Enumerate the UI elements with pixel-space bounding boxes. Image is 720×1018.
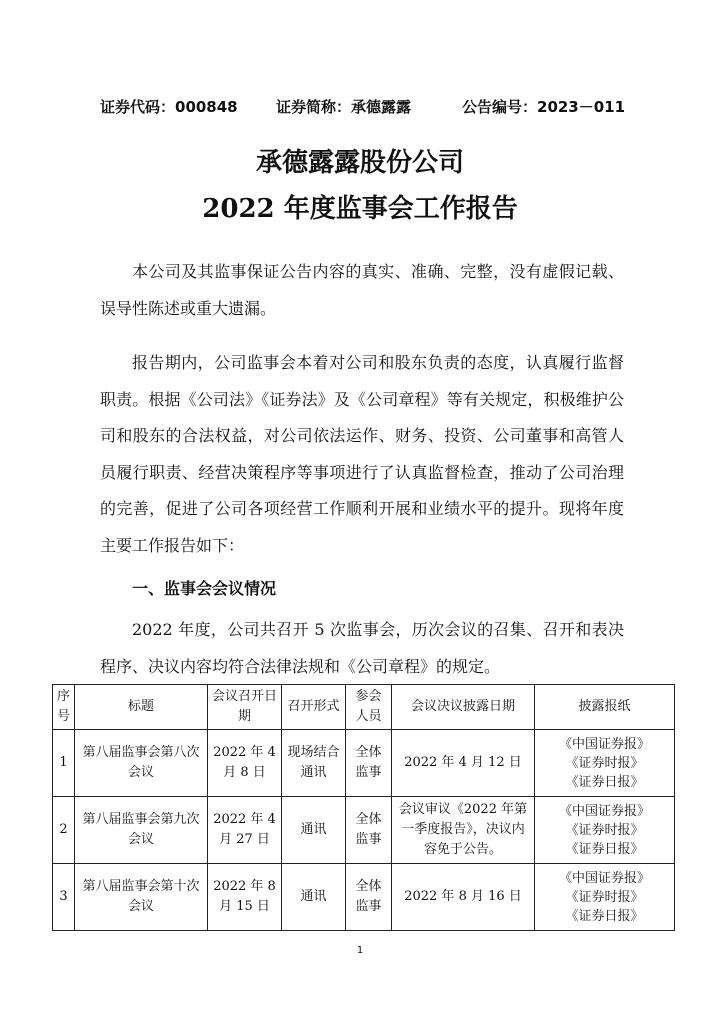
column-header: 标题: [75, 685, 208, 730]
meeting-title: 第八届监事会第十次会议: [75, 864, 208, 931]
newspaper-name: 《证券日报》: [565, 774, 644, 790]
meeting-title: 第八届监事会第九次会议: [75, 797, 208, 864]
table-header-row: [53, 685, 675, 730]
newspaper-name: 《证券时报》: [565, 822, 644, 838]
section-body: 2022 年度，公司共召开 5 次监事会，历次会议的召集、召开和表决程序、决议内容均符合法律法规和《公司章程》的规定。: [100, 620, 624, 676]
disclosure-date: 2022 年 4 月 12 日: [392, 730, 535, 797]
meeting-title: 第八届监事会第八次会议: [75, 730, 208, 797]
disclosure-note: 会议审议《2022 年第一季度报告》，决议内容免于公告。: [392, 797, 535, 864]
announcement-header: [100, 96, 640, 120]
row-number: 3: [53, 864, 75, 931]
meeting-attendees: 全体监事: [346, 730, 392, 797]
report-title: 2022 年度监事会工作报告: [202, 194, 518, 224]
disclosure-papers: [535, 730, 675, 797]
disclosure-papers: [535, 864, 675, 931]
disclosure-papers: [535, 797, 675, 864]
page-number: 1: [356, 945, 364, 956]
meeting-date: 2022 年 8 月 15 日: [208, 864, 282, 931]
column-header: 披露报纸: [535, 685, 675, 730]
meeting-attendees: 全体监事: [346, 864, 392, 931]
newspaper-name: 《证券时报》: [565, 755, 644, 771]
company-title: 承德露露股份公司: [255, 148, 464, 178]
row-number: 1: [53, 730, 75, 797]
meeting-attendees: 全体监事: [346, 797, 392, 864]
meeting-form: 现场结合通讯: [282, 730, 346, 797]
column-header: 参会人员: [346, 685, 392, 730]
intro-paragraph: 报告期内，公司监事会本着对公司和股东负责的态度，认真履行监督职责。根据《公司法》《证券法》及《公司章程》等有关规定，积极维护公司和股东的合法权益，对公司依法运作、财务、投资、公司董事和高管人员履行职责、经营决策程序等事项进行了认真监督检查，推动了公司治理的完善，促进了公司各项经营工作顺利开展和业绩水平的提升。现将年度主要工作报告如下：: [100, 353, 624, 555]
stock-code: 证券代码：000848: [100, 98, 238, 116]
disclaimer-paragraph: 本公司及其监事保证公告内容的真实、准确、完整，没有虚假记载、误导性陈述或重大遗漏。: [100, 262, 624, 318]
newspaper-name: 《中国证券报》: [558, 870, 650, 886]
row-number: 2: [53, 797, 75, 864]
section-heading: 一、监事会会议情况: [132, 579, 277, 598]
column-header: 序号: [53, 685, 75, 730]
newspaper-name: 《中国证券报》: [558, 736, 650, 752]
meeting-form: 通讯: [282, 797, 346, 864]
meeting-date: 2022 年 4 月 8 日: [208, 730, 282, 797]
column-header: 会议决议披露日期: [392, 685, 535, 730]
disclosure-date: 2022 年 8 月 16 日: [392, 864, 535, 931]
meetings-table: [52, 684, 675, 931]
newspaper-name: 《证券日报》: [565, 841, 644, 857]
meeting-date: 2022 年 4 月 27 日: [208, 797, 282, 864]
announcement-number: 公告编号：2023－011: [462, 98, 626, 116]
column-header: 会议召开日期: [208, 685, 282, 730]
meeting-form: 通讯: [282, 864, 346, 931]
stock-abbreviation: 证券简称：承德露露: [276, 98, 412, 116]
newspaper-name: 《中国证券报》: [558, 803, 650, 819]
table-row: [53, 864, 675, 931]
column-header: 召开形式: [282, 685, 346, 730]
newspaper-name: 《证券日报》: [565, 908, 644, 924]
newspaper-name: 《证券时报》: [565, 889, 644, 905]
table-row: [53, 797, 675, 864]
table-row: [53, 730, 675, 797]
